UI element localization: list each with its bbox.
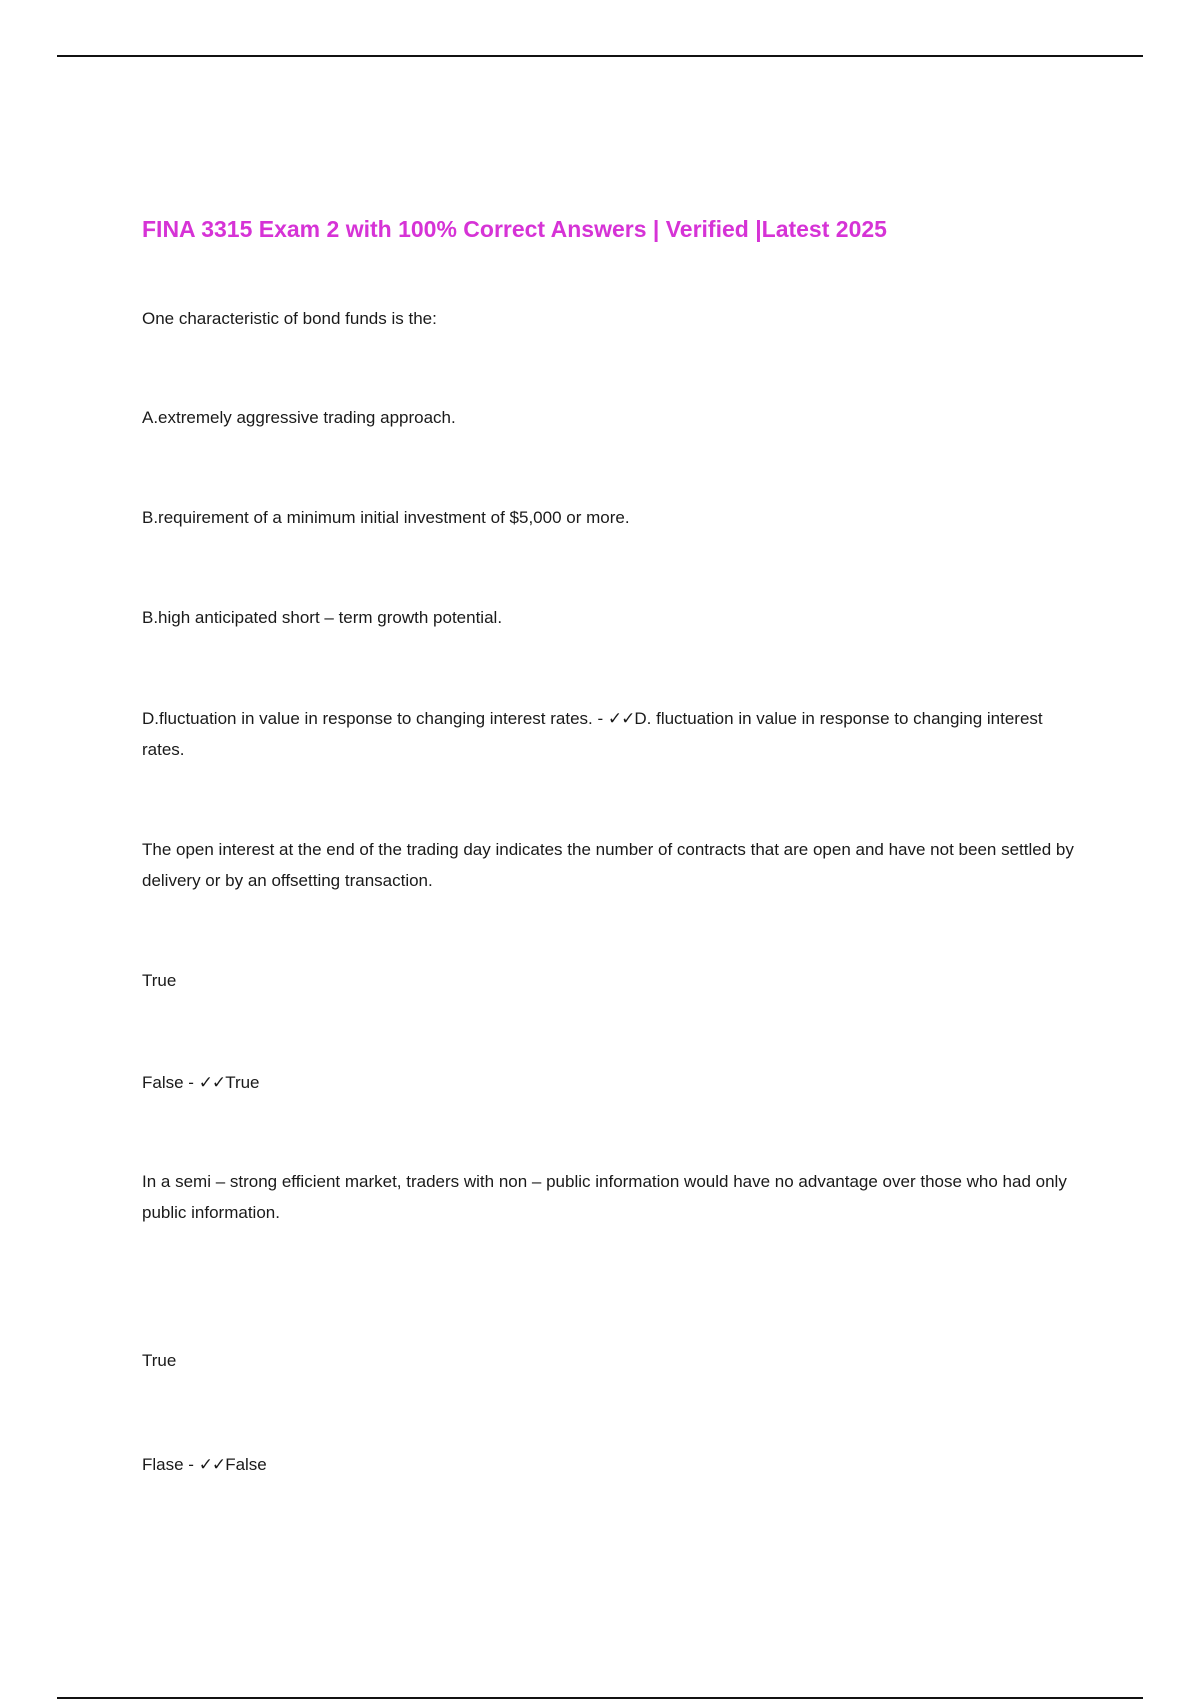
question-2-answer: True (225, 1073, 260, 1092)
document-title: FINA 3315 Exam 2 with 100% Correct Answers | Verified |Latest 2025 (142, 216, 887, 242)
question-2-text: The open interest at the end of the trading day indicates the number of contracts that are open and have not been settled by delivery or by an offsetting transaction. (142, 840, 1074, 890)
checkmark-icon: ✓✓ (198, 1073, 226, 1092)
question-1-option-d: D.fluctuation in value in response to changing interest rates. - (142, 709, 608, 728)
question-1-answer: D. fluctuation in value in response to changing interest rates. (142, 709, 1043, 759)
question-3-answer: False (225, 1455, 267, 1474)
question-1-option-c: B.high anticipated short – term growth potential. (142, 608, 503, 627)
question-2-option-false: False - (142, 1073, 199, 1092)
checkmark-icon: ✓✓ (607, 709, 635, 728)
question-1-text: One characteristic of bond funds is the: (142, 309, 437, 328)
question-1-option-a: A.extremely aggressive trading approach. (142, 408, 456, 427)
question-2-answer-line (142, 1067, 1082, 1098)
question-3-text: In a semi – strong efficient market, traders with non – public information would have no advantage over those who had only public information. (142, 1172, 1067, 1222)
question-2-option-true: True (142, 971, 177, 990)
bottom-rule (57, 1697, 1143, 1699)
checkmark-icon: ✓✓ (198, 1455, 226, 1474)
top-rule (57, 55, 1143, 57)
question-1-option-b: B.requirement of a minimum initial investment of $5,000 or more. (142, 508, 630, 527)
question-3-option-false: Flase - (142, 1455, 199, 1474)
question-3-option-true: True (142, 1351, 177, 1370)
question-3-answer-line (142, 1449, 1082, 1480)
question-1-answer-line (142, 703, 1082, 765)
